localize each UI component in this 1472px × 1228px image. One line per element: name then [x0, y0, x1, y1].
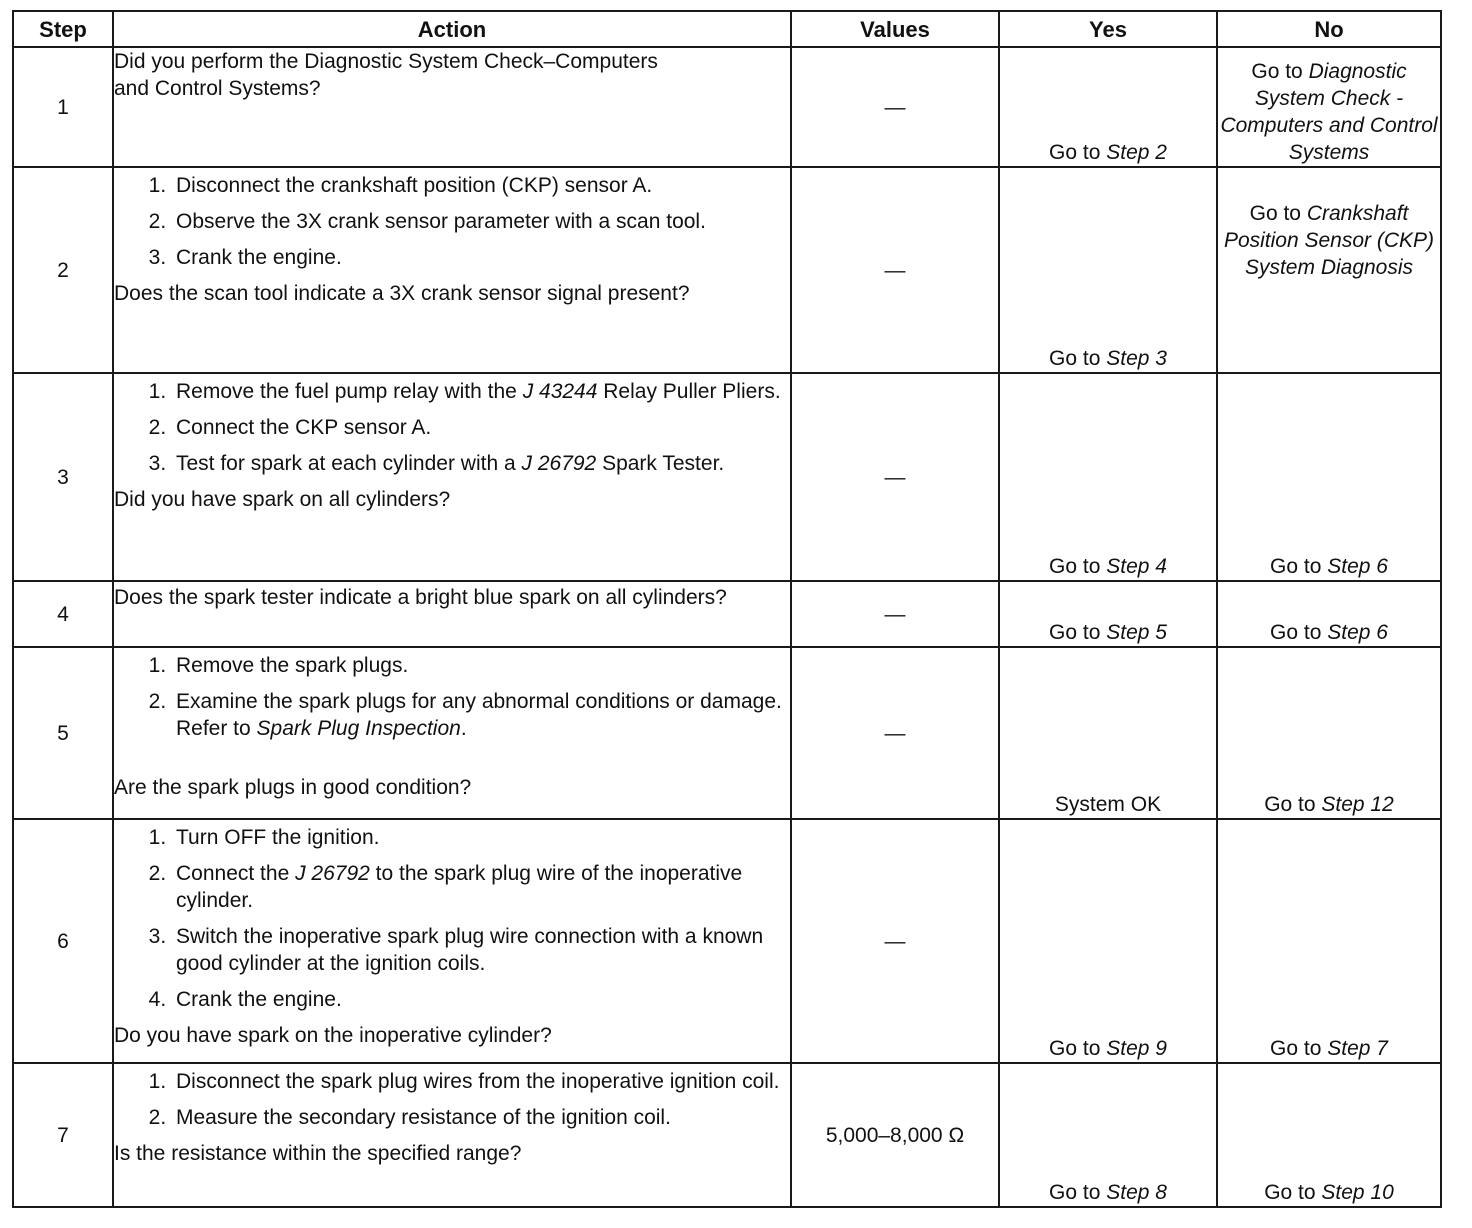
- action-steps: [114, 652, 790, 742]
- action-cell: [113, 47, 791, 167]
- table-row: [13, 581, 1441, 647]
- action-step: 2. Measure the secondary resistance of the ignition coil.: [172, 1104, 790, 1131]
- table-row: [13, 47, 1441, 167]
- table-row: [13, 1063, 1441, 1207]
- action-question: Are the spark plugs in good condition?: [114, 776, 472, 799]
- tool-reference: J 26792: [295, 862, 370, 885]
- tool-reference: J 26792: [521, 452, 597, 475]
- no-link[interactable]: Step 6: [1327, 555, 1388, 578]
- no-cell[interactable]: [1217, 647, 1441, 819]
- action-step: 1. Disconnect the crankshaft position (CKP) sensor A.: [172, 172, 790, 199]
- action-step: 1. Remove the fuel pump relay with the J 43244 Relay Puller Pliers.: [172, 378, 790, 405]
- action-cell: [113, 1063, 791, 1207]
- tool-reference: J 43244: [522, 380, 598, 403]
- table-row: [13, 373, 1441, 581]
- action-step: 2. Connect the J 26792 to the spark plug wire of the inoperative cylinder.: [172, 860, 790, 914]
- action-cell: [113, 819, 791, 1063]
- yes-link[interactable]: Step 2: [1106, 141, 1167, 164]
- action-step: 4. Crank the engine.: [172, 986, 790, 1013]
- diagnostic-table: [12, 10, 1442, 1208]
- no-prefix: Go to: [1251, 60, 1309, 83]
- action-question: Is the resistance within the specified range?: [114, 1142, 522, 1165]
- yes-cell[interactable]: [999, 167, 1217, 373]
- step-number: 2: [13, 167, 113, 373]
- header-step: Step: [13, 11, 113, 47]
- no-cell[interactable]: [1217, 1063, 1441, 1207]
- action-steps: [114, 378, 790, 477]
- yes-cell[interactable]: [999, 581, 1217, 647]
- action-cell: [113, 167, 791, 373]
- value-cell: 5,000–8,000 Ω: [791, 1063, 999, 1207]
- value-cell: —: [791, 373, 999, 581]
- step-number: 6: [13, 819, 113, 1063]
- yes-link[interactable]: Step 9: [1106, 1037, 1167, 1060]
- action-cell: [113, 647, 791, 819]
- yes-cell: System OK: [999, 647, 1217, 819]
- step-number: 5: [13, 647, 113, 819]
- no-cell[interactable]: [1217, 373, 1441, 581]
- no-prefix: Go to: [1270, 555, 1328, 578]
- action-question: Does the spark tester indicate a bright blue spark on all cylinders?: [114, 586, 727, 609]
- header-values: Values: [791, 11, 999, 47]
- action-question: Did you have spark on all cylinders?: [114, 488, 451, 511]
- yes-link[interactable]: Step 4: [1106, 555, 1167, 578]
- yes-cell[interactable]: [999, 373, 1217, 581]
- yes-cell[interactable]: [999, 1063, 1217, 1207]
- no-link[interactable]: Crankshaft Position Sensor (CKP) System Diagnosis: [1223, 202, 1435, 279]
- no-prefix: Go to: [1270, 1037, 1328, 1060]
- action-step: 3. Switch the inoperative spark plug wire connection with a known good cylinder at the ignition coils.: [172, 923, 790, 977]
- no-link[interactable]: Diagnostic System Check - Computers and Control Systems: [1220, 60, 1438, 164]
- no-cell[interactable]: [1217, 167, 1441, 373]
- no-cell[interactable]: [1217, 581, 1441, 647]
- table-row: [13, 167, 1441, 373]
- header-row: [13, 11, 1441, 47]
- yes-link[interactable]: Step 8: [1106, 1181, 1167, 1204]
- step-number: 7: [13, 1063, 113, 1207]
- no-cell[interactable]: [1217, 47, 1441, 167]
- action-step: 2. Examine the spark plugs for any abnormal conditions or damage. Refer to Spark Plug Inspection.: [172, 688, 790, 742]
- no-prefix: Go to: [1264, 793, 1322, 816]
- value-cell: —: [791, 47, 999, 167]
- no-cell[interactable]: [1217, 819, 1441, 1063]
- action-question: Do you have spark on the inoperative cylinder?: [114, 1024, 552, 1047]
- reference-link[interactable]: Spark Plug Inspection: [256, 717, 461, 740]
- action-step: 2. Observe the 3X crank sensor parameter with a scan tool.: [172, 208, 790, 235]
- action-step: 3. Test for spark at each cylinder with a J 26792 Spark Tester.: [172, 450, 790, 477]
- no-prefix: Go to: [1249, 202, 1307, 225]
- yes-cell[interactable]: [999, 819, 1217, 1063]
- action-cell: [113, 373, 791, 581]
- table-row: [13, 647, 1441, 819]
- no-link[interactable]: Step 12: [1321, 793, 1394, 816]
- no-link[interactable]: Step 7: [1327, 1037, 1388, 1060]
- action-step: 3. Crank the engine.: [172, 244, 790, 271]
- action-step: 1. Turn OFF the ignition.: [172, 824, 790, 851]
- action-step: 1. Remove the spark plugs.: [172, 652, 790, 679]
- yes-prefix: Go to: [1049, 621, 1107, 644]
- step-number: 1: [13, 47, 113, 167]
- no-prefix: Go to: [1264, 1181, 1322, 1204]
- action-step: 2. Connect the CKP sensor A.: [172, 414, 790, 441]
- no-link[interactable]: Step 6: [1327, 621, 1388, 644]
- yes-prefix: Go to: [1049, 141, 1107, 164]
- yes-prefix: Go to: [1049, 555, 1107, 578]
- table-row: [13, 819, 1441, 1063]
- value-cell: —: [791, 647, 999, 819]
- header-action: Action: [113, 11, 791, 47]
- no-prefix: Go to: [1270, 621, 1328, 644]
- no-link[interactable]: Step 10: [1321, 1181, 1394, 1204]
- action-step: 1. Disconnect the spark plug wires from the inoperative ignition coil.: [172, 1068, 790, 1095]
- value-cell: —: [791, 581, 999, 647]
- value-cell: —: [791, 167, 999, 373]
- yes-link[interactable]: Step 5: [1106, 621, 1167, 644]
- yes-prefix: Go to: [1049, 1181, 1107, 1204]
- value-cell: —: [791, 819, 999, 1063]
- action-steps: [114, 172, 790, 271]
- action-question: Did you perform the Diagnostic System Check–Computers and Control Systems?: [114, 50, 658, 100]
- action-steps: [114, 1068, 790, 1131]
- yes-link[interactable]: Step 3: [1106, 347, 1167, 370]
- action-steps: [114, 824, 790, 1013]
- action-question: Does the scan tool indicate a 3X crank sensor signal present?: [114, 282, 690, 305]
- yes-prefix: Go to: [1049, 1037, 1107, 1060]
- action-cell: [113, 581, 791, 647]
- step-number: 4: [13, 581, 113, 647]
- yes-cell[interactable]: [999, 47, 1217, 167]
- step-number: 3: [13, 373, 113, 581]
- header-yes: Yes: [999, 11, 1217, 47]
- header-no: No: [1217, 11, 1441, 47]
- yes-prefix: Go to: [1049, 347, 1107, 370]
